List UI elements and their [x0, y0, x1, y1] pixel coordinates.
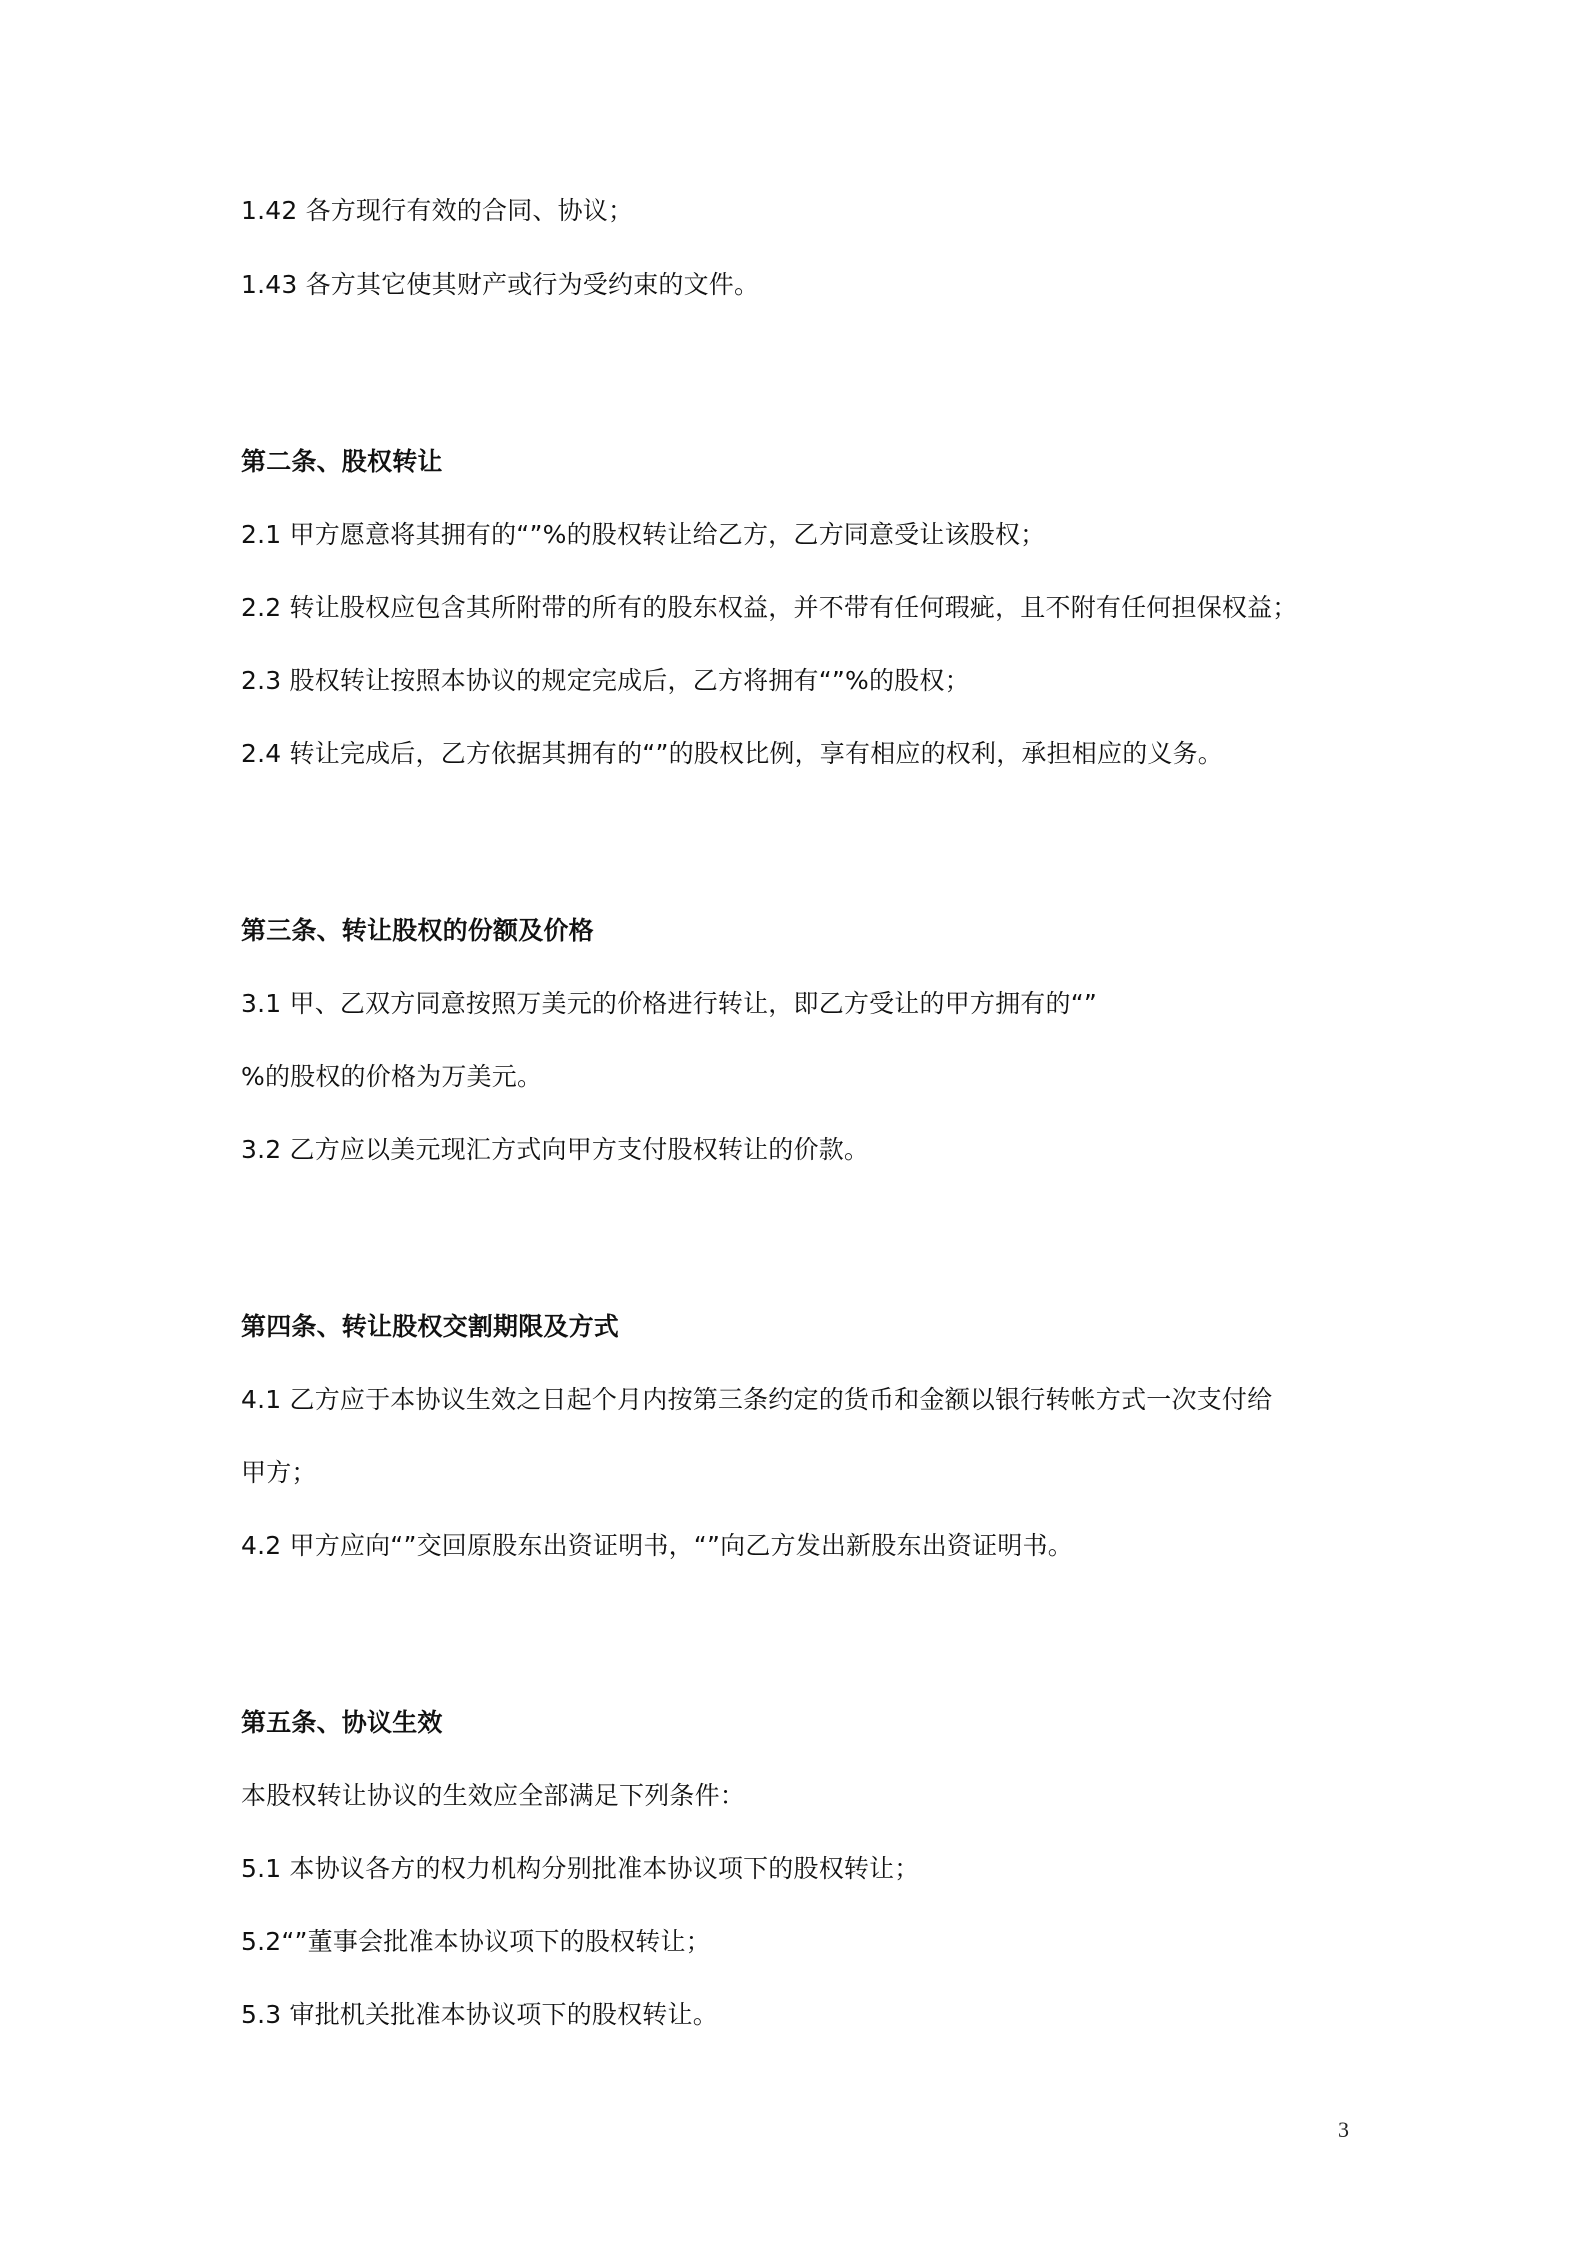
- clause-4-1: 4.1 乙方应于本协议生效之日起个月内按第三条约定的货币和金额以银行转帐方式一次支付给: [241, 1385, 1273, 1414]
- clause-2-2: 2.2 转让股权应包含其所附带的所有的股东权益，并不带有任何瑕疵，且不附有任何担保权益；: [241, 593, 1298, 622]
- clause-5-1: 5.1 本协议各方的权力机构分别批准本协议项下的股权转让；: [241, 1854, 920, 1883]
- clause-2-1: 2.1 甲方愿意将其拥有的“”%的股权转让给乙方，乙方同意受让该股权；: [241, 520, 1046, 549]
- clause-4-1-continued: 甲方；: [241, 1458, 317, 1487]
- section-5-intro: 本股权转让协议的生效应全部满足下列条件：: [241, 1781, 746, 1810]
- clause-1-42: 1.42 各方现行有效的合同、协议；: [241, 196, 634, 225]
- clause-3-1-continued: %的股权的价格为万美元。: [241, 1062, 543, 1091]
- clause-3-1: 3.1 甲、乙双方同意按照万美元的价格进行转让，即乙方受让的甲方拥有的“”: [241, 989, 1098, 1018]
- clause-5-3: 5.3 审批机关批准本协议项下的股权转让。: [241, 2000, 718, 2029]
- section-heading-3: 第三条、转让股权的份额及价格: [241, 916, 594, 945]
- section-heading-5: 第五条、协议生效: [241, 1708, 443, 1737]
- clause-5-2: 5.2“”董事会批准本协议项下的股权转让；: [241, 1927, 711, 1956]
- clause-2-4: 2.4 转让完成后，乙方依据其拥有的“”的股权比例，享有相应的权利，承担相应的义务。: [241, 739, 1224, 768]
- clause-4-2: 4.2 甲方应向“”交回原股东出资证明书，“”向乙方发出新股东出资证明书。: [241, 1531, 1073, 1560]
- clause-1-43: 1.43 各方其它使其财产或行为受约束的文件。: [241, 270, 760, 299]
- section-heading-2: 第二条、股权转让: [241, 447, 443, 476]
- section-heading-4: 第四条、转让股权交割期限及方式: [241, 1312, 620, 1341]
- page-number: 3: [1338, 2117, 1349, 2142]
- clause-2-3: 2.3 股权转让按照本协议的规定完成后，乙方将拥有“”%的股权；: [241, 666, 970, 695]
- clause-3-2: 3.2 乙方应以美元现汇方式向甲方支付股权转让的价款。: [241, 1135, 870, 1164]
